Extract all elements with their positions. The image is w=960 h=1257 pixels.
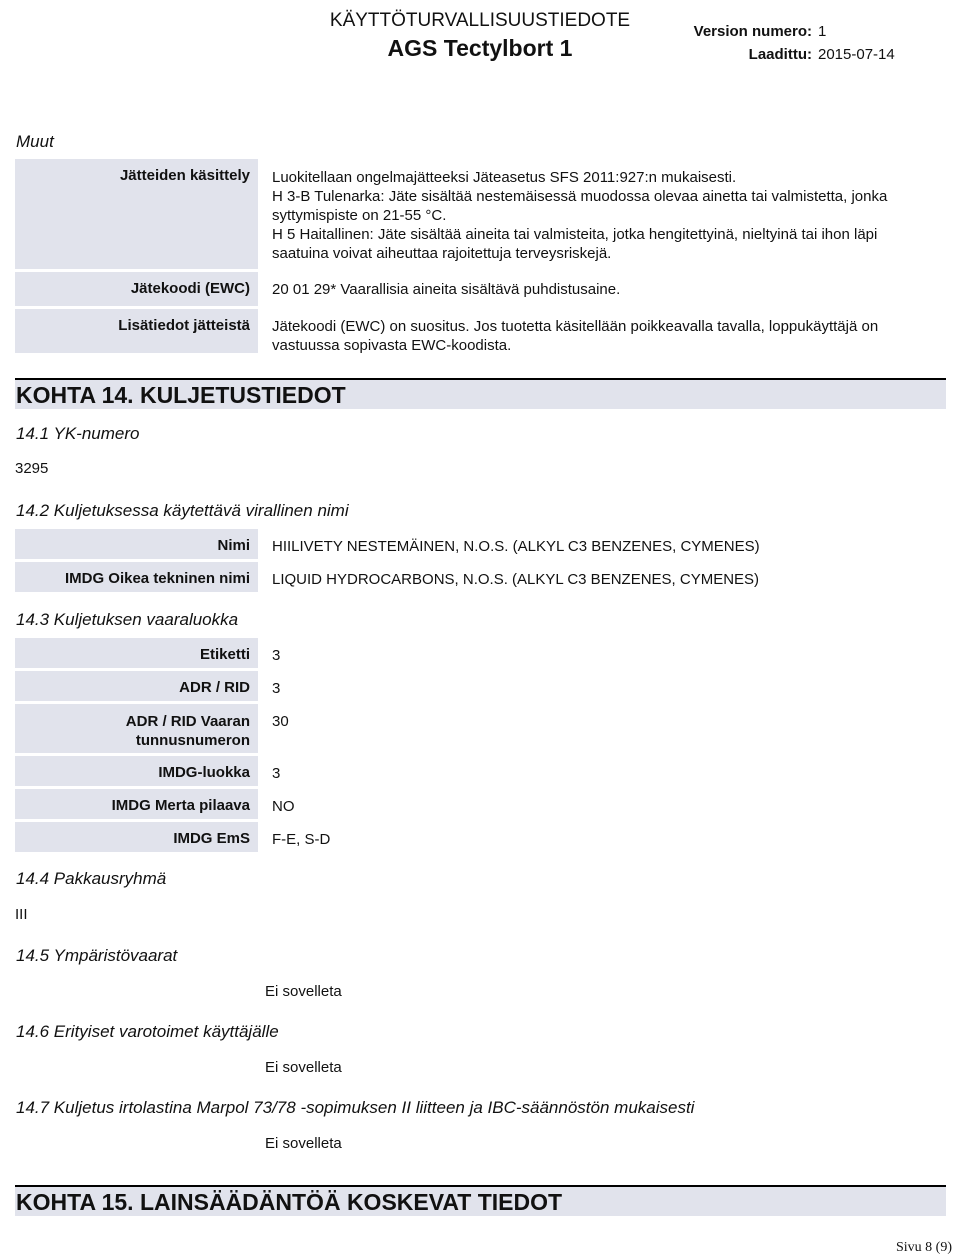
hazard-class-label: IMDG Merta pilaava [15, 789, 258, 819]
date-value: 2015-07-14 [818, 46, 895, 63]
date-info [690, 46, 946, 63]
waste-row [15, 272, 946, 309]
un-number: 3295 [15, 460, 49, 477]
version-label: Version numero: [693, 23, 812, 40]
shipping-name-value: HIILIVETY NESTEMÄINEN, N.O.S. (ALKYL C3 BENZENES, CYMENES) [272, 538, 760, 555]
waste-label: Jätekoodi (EWC) [15, 272, 258, 306]
hazard-class-row [15, 671, 946, 704]
shipping-name-row [15, 529, 946, 562]
shipping-name-table [15, 529, 946, 595]
shipping-name-value: LIQUID HYDROCARBONS, N.O.S. (ALKYL C3 BENZENES, CYMENES) [272, 571, 760, 588]
waste-value [258, 159, 895, 272]
document-type: KÄYTTÖTURVALLISUUSTIEDOTE [329, 10, 631, 31]
document-header [0, 0, 960, 80]
muut-heading: Muut [16, 132, 54, 151]
hazard-class-value: NO [272, 798, 295, 815]
s14-5-heading: 14.5 Ympäristövaarat [16, 946, 178, 965]
page-number: Sivu 8 (9) [896, 1240, 952, 1255]
waste-row [15, 309, 946, 361]
waste-value [258, 272, 628, 309]
hazard-class-row [15, 756, 946, 789]
hazard-class-value: 3 [272, 680, 281, 697]
waste-label: Jätteiden käsittely [15, 159, 258, 269]
s14-4-heading: 14.4 Pakkausryhmä [16, 869, 167, 888]
waste-table [15, 159, 946, 361]
text-line: vastuussa sopivasta EWC-koodista. [272, 337, 512, 354]
product-name: AGS Tectylbort 1 [387, 35, 573, 61]
section-14-title: KOHTA 14. KULJETUSTIEDOT [15, 378, 946, 409]
hazard-class-label: IMDG EmS [15, 822, 258, 852]
waste-value [258, 309, 886, 361]
hazard-class-row [15, 789, 946, 822]
text-line: syttymispiste on 21-55 °C. [272, 207, 447, 224]
hazard-class-value: 3 [272, 765, 281, 782]
version-info [690, 23, 946, 40]
hazard-class-value: F-E, S-D [272, 831, 331, 848]
s14-2-heading: 14.2 Kuljetuksessa käytettävä virallinen nimi [16, 501, 349, 520]
waste-row [15, 159, 946, 272]
section-15-title: KOHTA 15. LAINSÄÄDÄNTÖÄ KOSKEVAT TIEDOT [15, 1185, 946, 1216]
shipping-name-label: Nimi [15, 529, 258, 559]
hazard-class-label: Etiketti [15, 638, 258, 668]
shipping-name-row [15, 562, 946, 595]
text-line: Luokitellaan ongelmajätteeksi Jäteasetus SFS 2011:927:n mukaisesti. [272, 169, 737, 186]
s14-1-heading: 14.1 YK-numero [16, 424, 140, 443]
s14-7-heading: 14.7 Kuljetus irtolastina Marpol 73/78 -sopimuksen II liitteen ja IBC-säännöstön mukaisesti [16, 1098, 695, 1117]
waste-label: Lisätiedot jätteistä [15, 309, 258, 353]
s14-3-heading: 14.3 Kuljetuksen vaaraluokka [16, 610, 239, 629]
text-line: H 5 Haitallinen: Jäte sisältää aineita tai valmisteita, jotka hengitettyinä, nieltyinä tai ihon läpi [272, 226, 878, 243]
environmental-hazards-value: Ei sovelleta [265, 983, 342, 1000]
hazard-class-row [15, 638, 946, 671]
text-line: Jätekoodi (EWC) on suositus. Jos tuotetta käsitellään poikkeavalla tavalla, loppukäyttäjä on [272, 318, 879, 335]
packing-group-value: III [15, 906, 28, 923]
hazard-class-label: ADR / RID Vaaran tunnusnumeron [15, 704, 258, 753]
hazard-class-row [15, 704, 946, 756]
special-precautions-value: Ei sovelleta [265, 1059, 342, 1076]
text-line: saatuina voivat aiheuttaa rajoitettuja terveysriskejä. [272, 245, 612, 262]
date-label: Laadittu: [748, 46, 812, 63]
hazard-class-label: IMDG-luokka [15, 756, 258, 786]
hazard-class-value: 30 [272, 713, 289, 730]
hazard-class-table [15, 638, 946, 855]
shipping-name-label: IMDG Oikea tekninen nimi [15, 562, 258, 592]
hazard-class-row [15, 822, 946, 855]
version-value: 1 [818, 23, 827, 40]
hazard-class-value: 3 [272, 647, 281, 664]
bulk-transport-value: Ei sovelleta [265, 1135, 342, 1152]
s14-6-heading: 14.6 Erityiset varotoimet käyttäjälle [16, 1022, 279, 1041]
text-line: 20 01 29* Vaarallisia aineita sisältävä puhdistusaine. [272, 281, 621, 298]
hazard-class-label: ADR / RID [15, 671, 258, 701]
text-line: H 3-B Tulenarka: Jäte sisältää nestemäisessä muodossa olevaa ainetta tai valmistetta, jonka [272, 188, 888, 205]
